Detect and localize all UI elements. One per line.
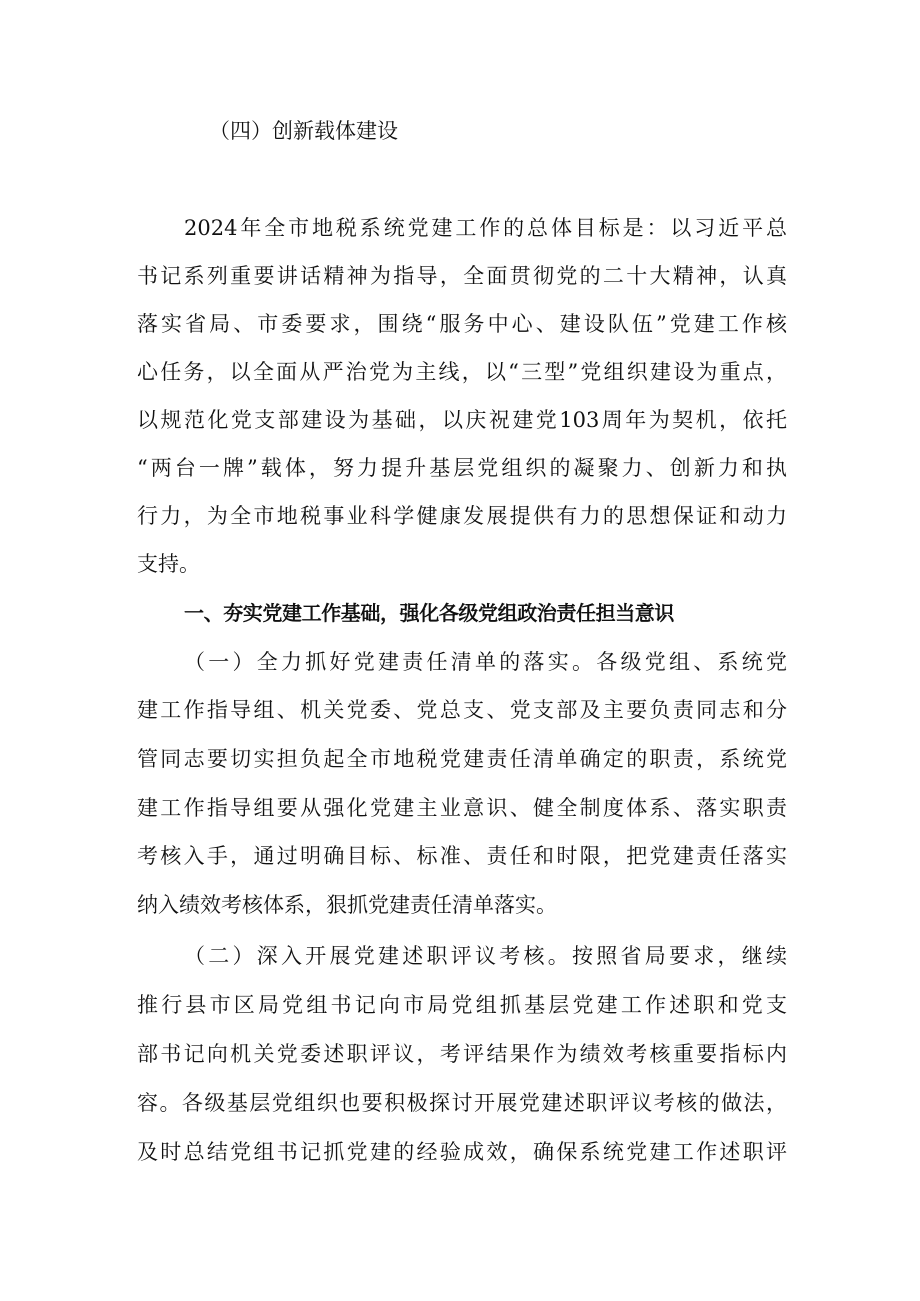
paragraph-two-line: 及时总结党组书记抓党建的经验成效，确保系统党建工作述职评 — [137, 1140, 787, 1164]
paragraph-one-line: 纳入绩效考核体系，狠抓党建责任清单落实。 — [137, 893, 557, 917]
paragraph-two-line: （二）深入开展党建述职评议考核。按照省局要求，继续 — [184, 944, 787, 968]
intro-line: 心任务，以全面从严治党为主线，以“三型”党组织建设为重点， — [137, 360, 787, 384]
intro-line: 以规范化党支部建设为基础，以庆祝建党103周年为契机，依托 — [137, 408, 787, 432]
intro-line: 2024年全市地税系统党建工作的总体目标是：以习近平总 — [184, 216, 787, 240]
section-heading: （四）创新载体建设 — [209, 119, 398, 143]
paragraph-two-line: 容。各级基层党组织也要积极探讨开展党建述职评议考核的做法， — [137, 1091, 787, 1115]
paragraph-two-line: 部书记向机关党委述职评议，考评结果作为绩效考核重要指标内 — [137, 1042, 787, 1066]
paragraph-two-line: 推行县市区局党组书记向市局党组抓基层党建工作述职和党支 — [137, 993, 787, 1017]
intro-line: 落实省局、市委要求，围绕“服务中心、建设队伍”党建工作核 — [137, 312, 787, 336]
intro-line: 行力，为全市地税事业科学健康发展提供有力的思想保证和动力 — [137, 504, 787, 528]
paragraph-one-line: 考核入手，通过明确目标、标准、责任和时限，把党建责任落实 — [137, 844, 787, 868]
paragraph-one-line: 建工作指导组、机关党委、党总支、党支部及主要负责同志和分 — [137, 698, 787, 722]
intro-line: 书记系列重要讲话精神为指导，全面贯彻党的二十大精神，认真 — [137, 264, 787, 288]
heading-one: 一、夯实党建工作基础，强化各级党组政治责任担当意识 — [184, 601, 674, 625]
paragraph-one-line: 管同志要切实担负起全市地税党建责任清单确定的职责，系统党 — [137, 747, 787, 771]
paragraph-one-line: （一）全力抓好党建责任清单的落实。各级党组、系统党 — [184, 650, 787, 674]
paragraph-one-line: 建工作指导组要从强化党建主业意识、健全制度体系、落实职责 — [137, 796, 787, 820]
intro-line: “两台一牌”载体，努力提升基层党组织的凝聚力、创新力和执 — [137, 456, 787, 480]
intro-line: 支持。 — [137, 552, 200, 576]
